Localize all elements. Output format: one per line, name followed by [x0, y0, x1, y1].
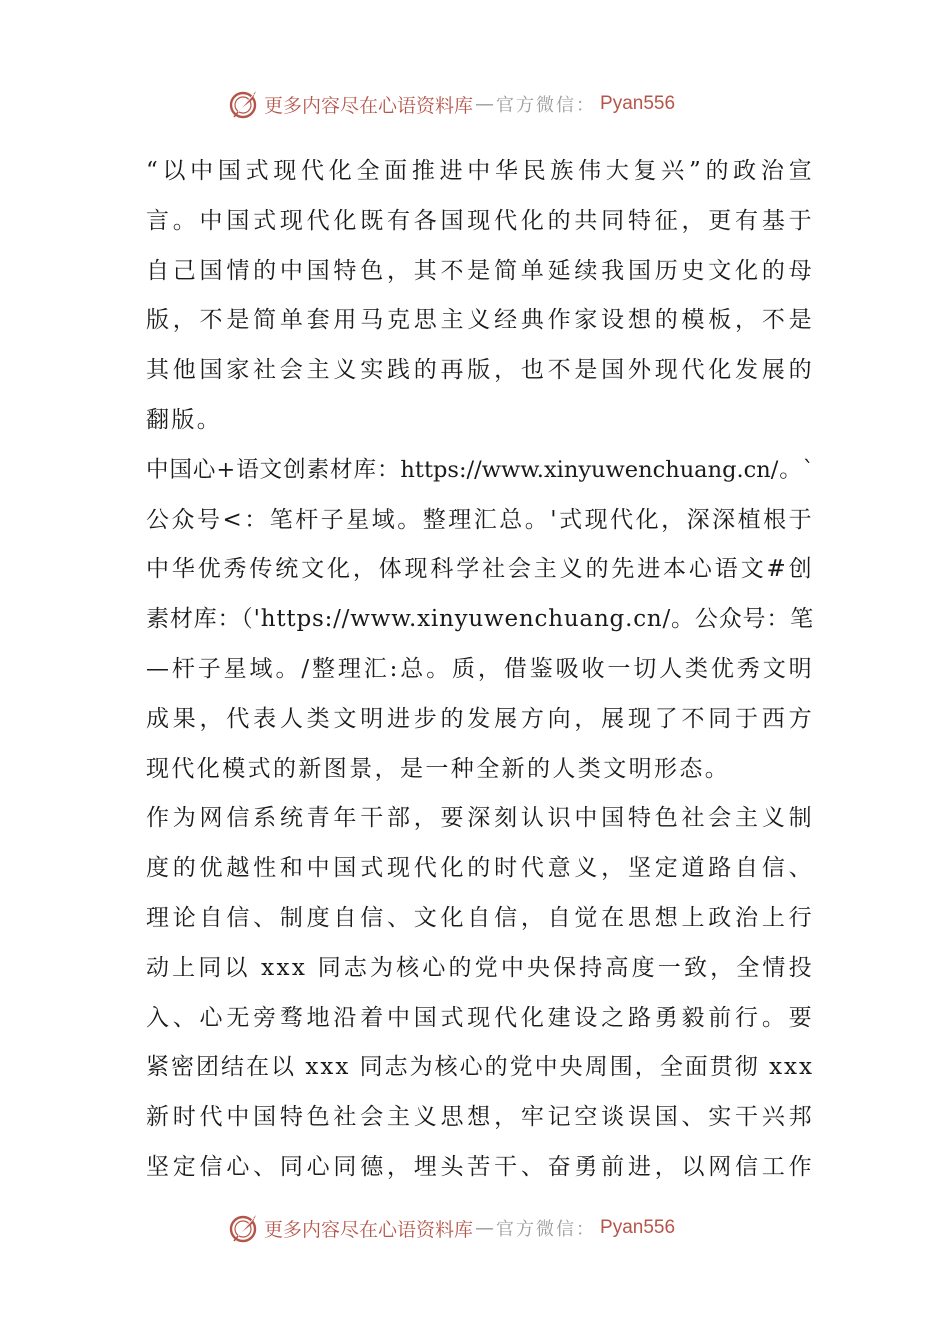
- text-line: “以中国式现代化全面推进中华民族伟大复兴”的政治宣: [146, 158, 814, 184]
- footer-banner-separator: —: [475, 1217, 495, 1239]
- text-line: 其他国家社会主义实践的再版，也不是国外现代化发展的: [146, 357, 814, 384]
- header-banner-separator: —: [475, 93, 495, 115]
- text-line: 紧密团结在以 xxx 同志为核心的党中央周围，全面贯彻 xxx: [146, 1054, 814, 1081]
- quill-logo-icon: [228, 1212, 260, 1244]
- footer-wechat-id: Pyan556: [600, 1217, 676, 1238]
- text-line: 版，不是简单套用马克思主义经典作家设想的模板，不是: [146, 307, 814, 334]
- text-line: 坚定信心、同心同德，埋头苦干、奋勇前进，以网信工作: [146, 1153, 814, 1180]
- text-line: 自己国情的中国特色，其不是简单延续我国历史文化的母: [146, 257, 814, 284]
- text-line: 中国心+语文创素材库：https://www.xinyuwenchuang.cn/。`: [146, 456, 814, 483]
- text-line: 素材库：（'https://www.xinyuwenchuang.cn/。公众号：笔: [146, 606, 814, 633]
- text-line: 入、心无旁骛地沿着中国式现代化建设之路勇毅前行。要: [146, 1004, 814, 1031]
- text-line: 动上同以 xxx 同志为核心的党中央保持高度一致，全情投: [146, 954, 814, 981]
- body-text: [146, 147, 814, 1193]
- header-banner-title: 更多内容尽在心语资料库: [264, 94, 474, 117]
- footer-banner[interactable]: [228, 1208, 788, 1248]
- quill-logo-icon: [228, 88, 260, 120]
- text-line: 现代化模式的新图景，是一种全新的人类文明形态。: [146, 755, 731, 782]
- text-line: 言。中国式现代化既有各国现代化的共同特征，更有基于: [146, 207, 814, 234]
- text-line: 中华优秀传统文化，体现科学社会主义的先进本心语文#创: [146, 556, 814, 583]
- text-line: 新时代中国特色社会主义思想，牢记空谈误国、实干兴邦: [146, 1104, 814, 1131]
- header-wechat-label: 官方微信：: [496, 95, 597, 116]
- footer-banner-title: 更多内容尽在心语资料库: [264, 1218, 474, 1241]
- text-line: 公众号<：笔杆子星域。整理汇总。'式现代化，深深植根于: [146, 506, 814, 533]
- text-line: —杆子星域。/整理汇:总。质，借鉴吸收一切人类优秀文明: [146, 655, 814, 682]
- text-line: 理论自信、制度自信、文化自信，自觉在思想上政治上行: [146, 904, 814, 931]
- header-wechat-id: Pyan556: [600, 93, 676, 114]
- text-line: 成果，代表人类文明进步的发展方向，展现了不同于西方: [146, 705, 814, 732]
- text-line: 翻版。: [146, 406, 223, 433]
- footer-wechat-label: 官方微信：: [496, 1219, 597, 1240]
- text-line: 度的优越性和中国式现代化的时代意义，坚定道路自信、: [146, 855, 814, 882]
- text-line: 作为网信系统青年干部，要深刻认识中国特色社会主义制: [146, 805, 814, 832]
- header-banner[interactable]: [228, 84, 788, 124]
